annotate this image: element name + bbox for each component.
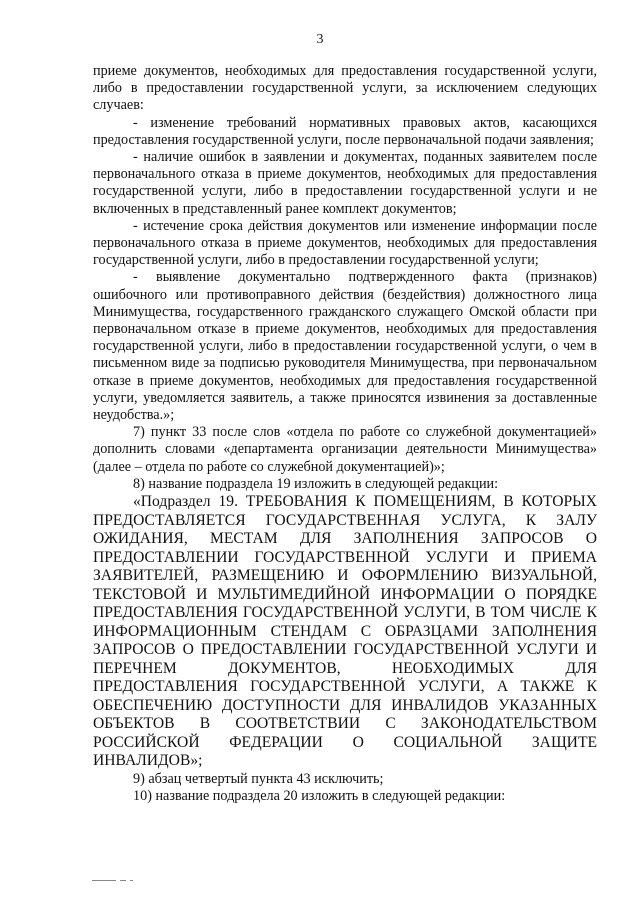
paragraph-item-7: 7) пункт 33 после слов «отдела по работе со служебной документацией» дополнить словами «департамента организации деятельности Минимущества» (далее – отдела по работе со служебной документацией)»; (93, 424, 597, 475)
list-item-errors: - наличие ошибок в заявлении и документах, поданных заявителем после первоначального отказа в приеме документов, необходимых для предоставления государственной услуги, либо в предоставлении государственной услуги и не включенных в представленный ранее комплект документов; (93, 149, 597, 217)
list-item-expiry: - истечение срока действия документов или изменение информации после первоначального отказа в приеме документов, необходимых для предоставления государственной услуги, либо в предоставлении государственной услуги; (93, 217, 597, 269)
list-item-misconduct: - выявление документально подтвержденного факта (признаков) ошибочного или противоправного действия (бездействия) должностного лица Минимущества, государственного гражданского служащего Омской области при первоначальном отказе в приеме документов, необходимых для предоставления государственной услуги, либо в предоставлении государственной услуги, о чем в письменном виде за подписью руководителя Минимущества, при первоначальном отказе в приеме документов, необходимых для предоставления государственной услуги, уведомляется заявитель, а также приносятся извинения за доставленные неудобства.»; (93, 269, 597, 424)
list-item-requirements-change: - изменение требований нормативных правовых актов, касающихся предоставления государственной услуги, после первоначальной подачи заявления; (93, 114, 597, 148)
page-number: 3 (316, 32, 324, 47)
paragraph-intro: приеме документов, необходимых для предоставления государственной услуги, либо в предоставлении государственной услуги, за исключением следующих случаев: (93, 63, 597, 114)
document-body (93, 63, 597, 805)
paragraph-item-9: 9) абзац четвертый пункта 43 исключить; (133, 770, 384, 787)
scan-artifact-marks (92, 871, 212, 875)
subsection-19-title: «Подраздел 19. ТРЕБОВАНИЯ К ПОМЕЩЕНИЯМ, В КОТОРЫХ ПРЕДОСТАВЛЯЕТСЯ ГОСУДАРСТВЕННАЯ УСЛУГА, К ЗАЛУ ОЖИДАНИЯ, МЕСТАМ ДЛЯ ЗАПОЛНЕНИЯ ЗАПРОСОВ О ПРЕДОСТАВЛЕНИИ ГОСУДАРСТВЕННОЙ УСЛУГИ И ПРИЕМА ЗАЯВИТЕЛЕЙ, РАЗМЕЩЕНИЮ И ОФОРМЛЕНИЮ ВИЗУАЛЬНОЙ, ТЕКСТОВОЙ И МУЛЬТИМЕДИЙНОЙ ИНФОРМАЦИИ О ПОРЯДКЕ ПРЕДОСТАВЛЕНИЯ ГОСУДАРСТВЕННОЙ УСЛУГИ, В ТОМ ЧИСЛЕ К ИНФОРМАЦИОННЫМ СТЕНДАМ С ОБРАЗЦАМИ ЗАПОЛНЕНИЯ ЗАПРОСОВ О ПРЕДОСТАВЛЕНИИ ГОСУДАРСТВЕННОЙ УСЛУГИ И ПЕРЕЧНЕМ ДОКУМЕНТОВ, НЕОБХОДИМЫХ ДЛЯ ПРЕДОСТАВЛЕНИЯ ГОСУДАРСТВЕННОЙ УСЛУГИ, А ТАКЖЕ К ОБЕСПЕЧЕНИЮ ДОСТУПНОСТИ ДЛЯ ИНВАЛИДОВ УКАЗАННЫХ ОБЪЕКТОВ В СООТВЕТСТВИИ С ЗАКОНОДАТЕЛЬСТВОМ РОССИЙСКОЙ ФЕДЕРАЦИИ О СОЦИАЛЬНОЙ ЗАЩИТЕ ИНВАЛИДОВ»; (93, 493, 597, 770)
paragraph-item-8: 8) название подраздела 19 изложить в следующей редакции: (133, 475, 499, 492)
paragraph-item-10: 10) название подраздела 20 изложить в следующей редакции: (133, 787, 506, 804)
